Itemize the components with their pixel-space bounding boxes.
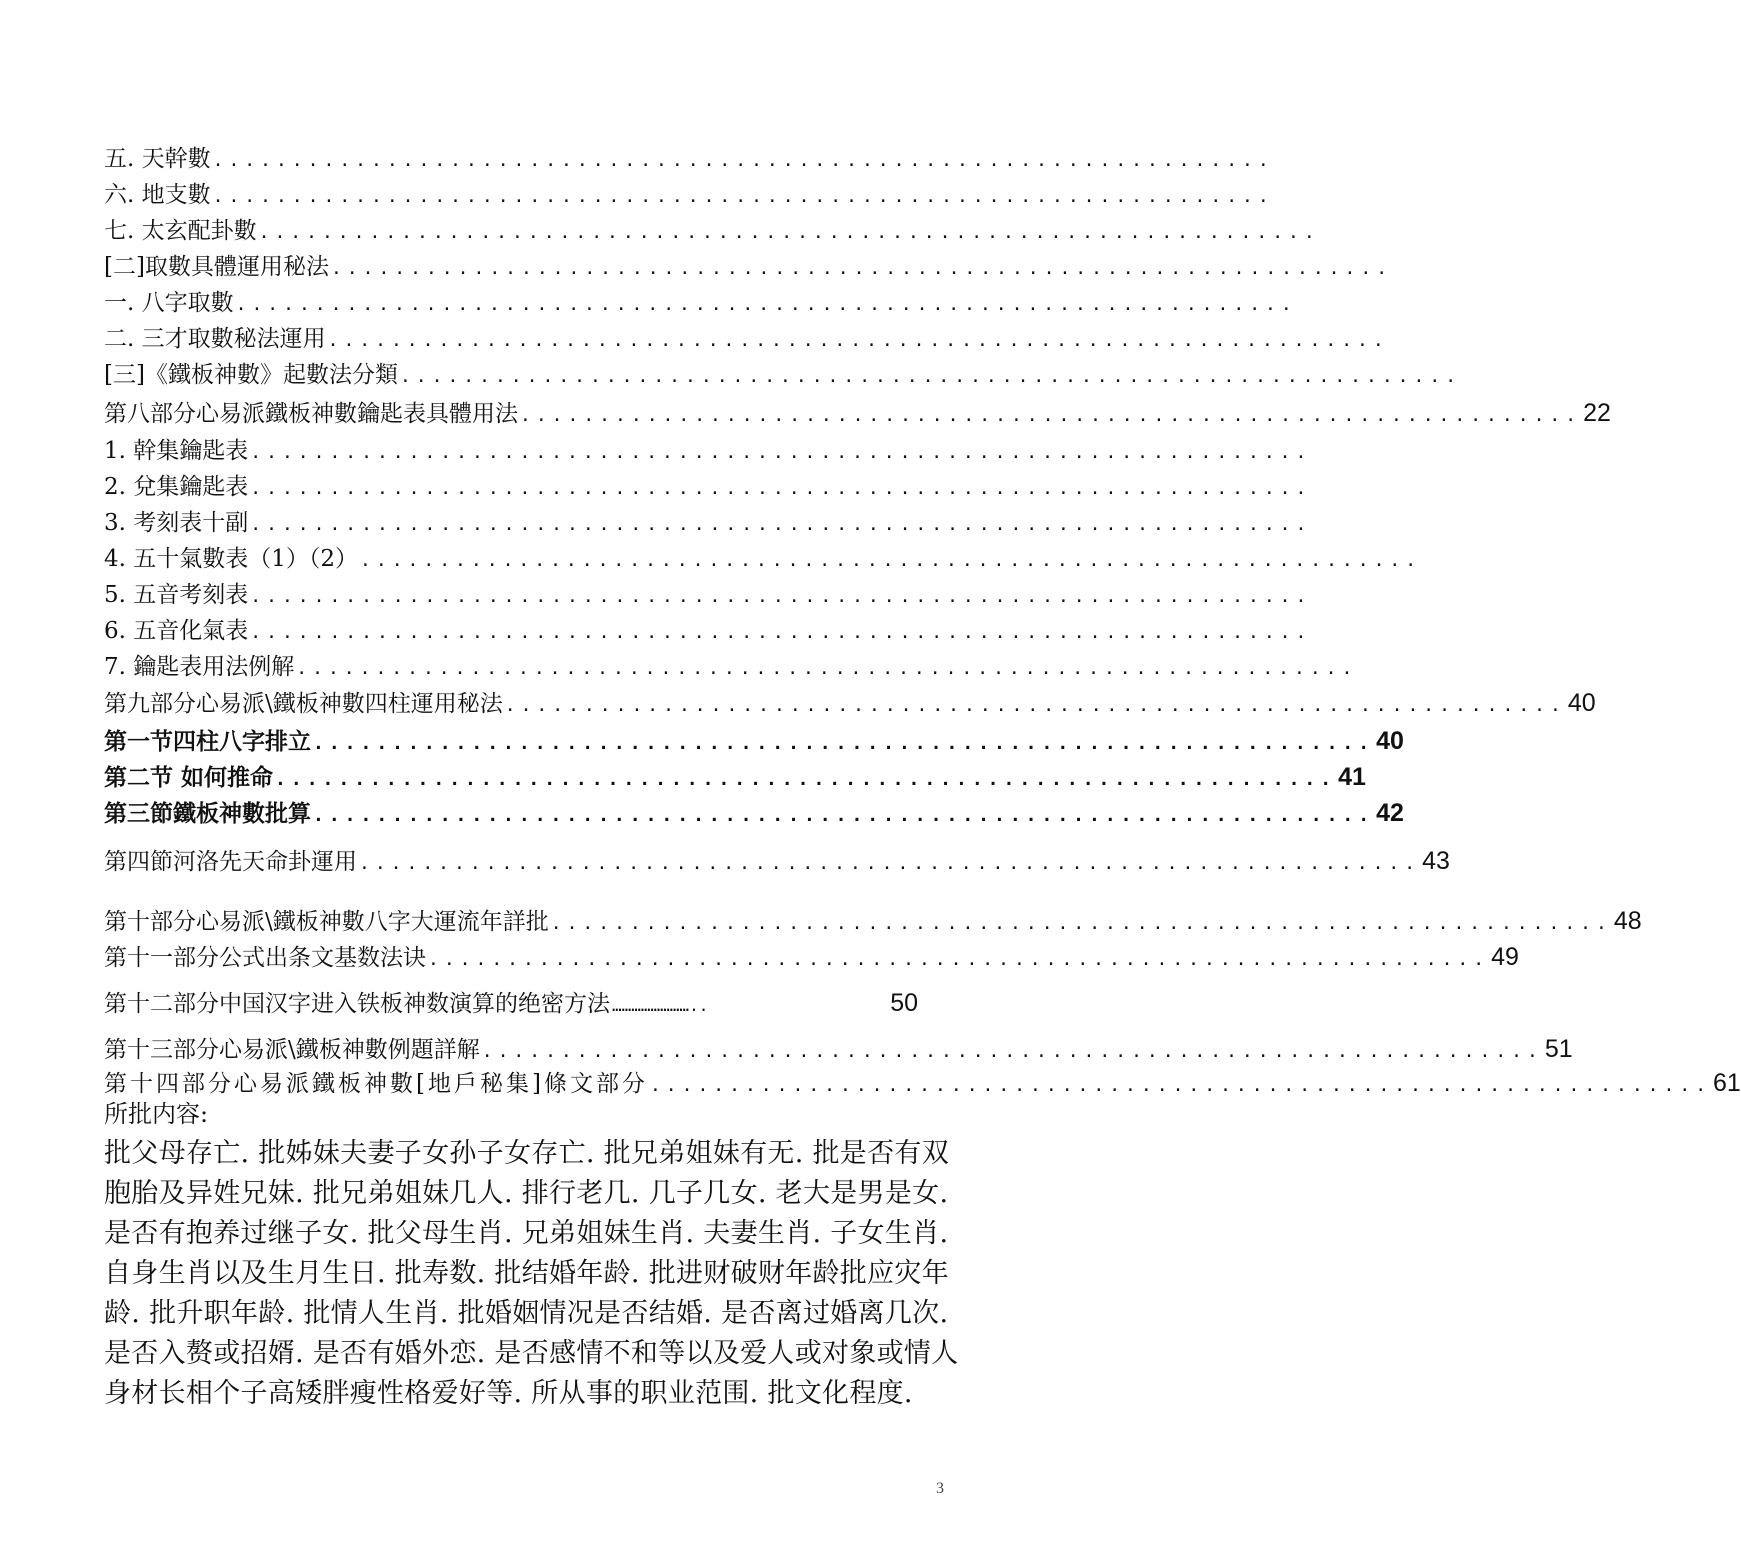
toc-entry-label: 第十二部分中国汉字进入铁板神数演算的绝密方法 <box>104 991 610 1017</box>
toc-leader-dots: ................................................................... <box>250 622 1312 643</box>
toc-entry-label: 第十部分心易派\鐵板神數八字大運流年詳批 <box>104 909 549 935</box>
toc-page-number: 40 <box>1376 727 1404 755</box>
toc-entry-label: 第八部分心易派鐵板神數鑰匙表具體用法 <box>104 401 518 427</box>
toc-entry <box>104 1066 1741 1100</box>
toc-leader-dots: ................................................................... <box>313 805 1375 826</box>
toc-page-number: 50 <box>890 989 918 1017</box>
toc-entry <box>104 396 1611 430</box>
toc-leader-dots: ................................................................... <box>296 658 1358 679</box>
toc-leader-dots: ................................................................... <box>481 1041 1543 1062</box>
toc-page-number: 43 <box>1422 847 1450 875</box>
toc-entry <box>104 250 1393 284</box>
toc-leader-dots: ................................................................... <box>212 150 1274 171</box>
toc-entry <box>104 470 1312 504</box>
toc-leader-dots: ................................................................... <box>313 733 1375 754</box>
toc-entry-label: 2. 兌集鑰匙表 <box>104 474 249 500</box>
toc-page-number: 42 <box>1376 799 1404 827</box>
toc-entry <box>104 358 1462 392</box>
toc-entry-label: 第十三部分心易派\鐵板神數例題詳解 <box>104 1037 480 1063</box>
toc-page-number: 49 <box>1491 943 1519 971</box>
toc-entry <box>104 760 1366 794</box>
toc-page-number: 40 <box>1567 689 1596 717</box>
toc-entry-label: 7. 鑰匙表用法例解 <box>104 654 295 680</box>
toc-entry <box>104 286 1297 320</box>
toc-entry-label: 五. 天幹數 <box>104 146 211 172</box>
toc-entry <box>104 844 1450 878</box>
toc-leader-dots: ................................................................... <box>330 258 1393 279</box>
toc-entry-label: 3. 考刻表十副 <box>104 510 249 536</box>
toc-leader-dots: ................................................................... <box>550 913 1612 934</box>
toc-entry <box>104 506 1312 540</box>
content-heading: 所批内容: <box>104 1100 209 1128</box>
toc-entry-label: 4. 五十氣數表（1）（2） <box>104 546 359 572</box>
toc-entry-label: [三]《鐵板神數》起數法分類 <box>104 362 398 388</box>
toc-entry <box>104 434 1312 468</box>
toc-leader-dots: ................................................................... <box>504 695 1566 716</box>
page-number: 3 <box>936 1480 944 1497</box>
toc-entry-label: 第十四部分心易派鐵板神數[地戶秘集]條文部分 <box>104 1071 648 1097</box>
toc-entry <box>104 724 1404 758</box>
toc-entry <box>104 940 1519 974</box>
toc-entry <box>104 796 1404 830</box>
toc-entry <box>104 542 1422 576</box>
toc-entry-label: [二]取數具體運用秘法 <box>104 254 329 280</box>
toc-leader-dots: ................................................................... <box>520 405 1582 426</box>
toc-leader-dots: ................................................................... <box>250 586 1312 607</box>
toc-entry-label: 5. 五音考刻表 <box>104 582 249 608</box>
toc-entry-label: 二. 三才取數秘法運用 <box>104 326 326 352</box>
toc-entry-label: 1. 幹集鑰匙表 <box>104 438 249 464</box>
toc-entry <box>104 1032 1573 1066</box>
content-paragraph: 批父母存亡. 批姊妹夫妻子女孙子女存亡. 批兄弟姐妹有无. 批是否有双胞胎及异姓兄妹. 批兄弟姐妹几人. 排行老几. 几子几女. 老大是男是女. 是否有抱养过继子女. 批父母生肖. 兄弟姐妹生肖. 夫妻生肖. 子女生肖. 自身生肖以及生月生日. 批寿数. 批结婚年龄. 批进财破财年龄批应灾年龄. 批升职年龄. 批情人生肖. 批婚姻情况是否结婚. 是否离过婚离几次. 是否入赘或招婿. 是否有婚外恋. 是否感情不和等以及爱人或对象或情人身材长相个子高矮胖瘦性格爱好等. 所从事的职业范围. 批文化程度. <box>104 1138 959 1409</box>
toc-entry <box>104 614 1312 648</box>
toc-page-number: 51 <box>1544 1035 1573 1063</box>
toc-leader-dots: ................................................................... <box>235 294 1297 315</box>
toc-entry <box>104 904 1642 938</box>
toc-leader-dots: ................................................................... <box>212 186 1274 207</box>
toc-leader-dots: ................................................................... <box>258 222 1320 243</box>
toc-entry-label: 六. 地支數 <box>104 182 211 208</box>
toc-entry-label: 第四節河洛先天命卦運用 <box>104 849 357 875</box>
toc-entry <box>104 650 1358 684</box>
toc-entry-label: 第三節鐵板神數批算 <box>104 801 311 827</box>
toc-entry <box>104 578 1312 612</box>
toc-leader-dots: ................................................................... <box>250 442 1312 463</box>
toc-leader-dots: ................................................................... <box>275 769 1337 790</box>
toc-leader-dots: ................................................................... <box>327 330 1389 351</box>
toc-entry-label: 一. 八字取數 <box>104 290 234 316</box>
toc-entry <box>104 686 1596 720</box>
toc-entry <box>104 142 1274 176</box>
toc-entry-label: 第二节 如何推命 <box>104 765 274 791</box>
toc-entry-label: 第一节四柱八字排立 <box>104 729 311 755</box>
toc-leader-dots: ................................................................... <box>250 478 1312 499</box>
toc-leader-dots: ................................................................... <box>359 853 1421 874</box>
toc-entry-label: 第九部分心易派\鐵板神數四柱運用秘法 <box>104 691 503 717</box>
toc-leader-dots: ................................................................... <box>360 550 1422 571</box>
toc-entry-label: 第十一部分公式出条文基数法诀 <box>104 945 426 971</box>
toc-leader-dots: ................................................................... <box>428 949 1490 970</box>
toc-leader-dots: ................................................................... <box>649 1075 1712 1096</box>
toc-entry <box>104 214 1320 248</box>
toc-entry <box>104 322 1389 356</box>
toc-entry-label: 七. 太玄配卦數 <box>104 218 257 244</box>
toc-page-number: 48 <box>1613 907 1642 935</box>
toc-entry <box>104 178 1274 212</box>
toc-leader-dots: …………………….. <box>612 996 709 1015</box>
toc-entry-label: 6. 五音化氣表 <box>104 618 249 644</box>
toc-page-number: 22 <box>1583 399 1611 427</box>
toc-page-number: 41 <box>1338 763 1366 791</box>
toc-leader-dots: ................................................................... <box>399 366 1462 387</box>
toc-entry <box>104 986 918 1020</box>
toc-page-number: 61 <box>1713 1069 1741 1097</box>
toc-leader-dots: ................................................................... <box>250 514 1312 535</box>
